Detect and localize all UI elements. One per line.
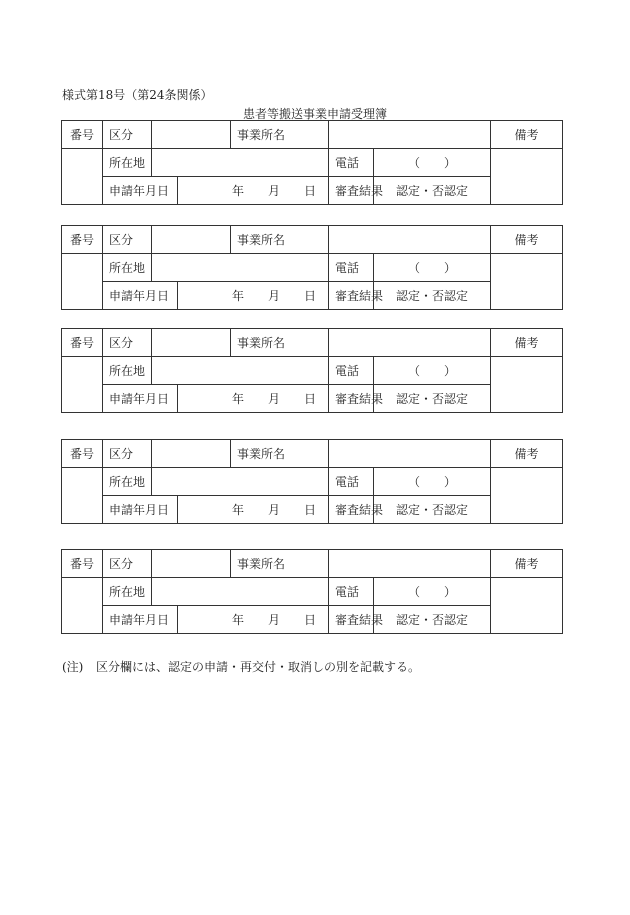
remarks-cell	[491, 357, 563, 413]
business-name-header: 事業所名	[231, 226, 329, 254]
category-header: 区分	[103, 550, 152, 578]
review-result-label: 審査結果	[329, 606, 374, 634]
remarks-header: 備考	[491, 440, 563, 468]
review-result-cell: 認定・否認定	[374, 282, 491, 310]
category-header: 区分	[103, 226, 152, 254]
application-date-cell: 年 月 日	[178, 496, 329, 524]
business-name-header: 事業所名	[231, 121, 329, 149]
review-result-cell: 認定・否認定	[374, 385, 491, 413]
form-number-label: 様式第18号（第24条関係）	[62, 88, 213, 102]
category-cell	[152, 440, 231, 468]
register-entry-table	[61, 328, 563, 413]
business-name-header: 事業所名	[231, 329, 329, 357]
phone-cell: （ ）	[374, 578, 491, 606]
address-label: 所在地	[103, 357, 152, 385]
application-date-cell: 年 月 日	[178, 177, 329, 205]
register-entry-table	[61, 549, 563, 634]
register-entry-table	[61, 439, 563, 524]
review-result-label: 審査結果	[329, 496, 374, 524]
remarks-cell	[491, 149, 563, 205]
application-date-cell: 年 月 日	[178, 282, 329, 310]
address-cell	[152, 254, 329, 282]
business-name-header: 事業所名	[231, 440, 329, 468]
register-entry-table	[61, 120, 563, 205]
register-entry-table	[61, 225, 563, 310]
application-date-label: 申請年月日	[103, 496, 178, 524]
application-date-label: 申請年月日	[103, 282, 178, 310]
number-cell	[62, 254, 103, 310]
phone-label: 電話	[329, 468, 374, 496]
category-cell	[152, 329, 231, 357]
phone-cell: （ ）	[374, 254, 491, 282]
remarks-header: 備考	[491, 550, 563, 578]
review-result-cell: 認定・否認定	[374, 496, 491, 524]
footnote-text: 区分欄には、認定の申請・再交付・取消しの別を記載する。	[96, 660, 421, 674]
number-header: 番号	[62, 121, 103, 149]
category-header: 区分	[103, 329, 152, 357]
review-result-cell: 認定・否認定	[374, 177, 491, 205]
category-header: 区分	[103, 121, 152, 149]
number-cell	[62, 468, 103, 524]
address-label: 所在地	[103, 578, 152, 606]
address-cell	[152, 149, 329, 177]
business-name-cell	[329, 121, 491, 149]
number-header: 番号	[62, 440, 103, 468]
category-cell	[152, 226, 231, 254]
remarks-cell	[491, 468, 563, 524]
number-header: 番号	[62, 226, 103, 254]
review-result-label: 審査結果	[329, 385, 374, 413]
category-header: 区分	[103, 440, 152, 468]
review-result-cell: 認定・否認定	[374, 606, 491, 634]
address-label: 所在地	[103, 468, 152, 496]
number-cell	[62, 357, 103, 413]
business-name-header: 事業所名	[231, 550, 329, 578]
footnote	[62, 658, 420, 675]
category-cell	[152, 550, 231, 578]
address-label: 所在地	[103, 254, 152, 282]
review-result-label: 審査結果	[329, 177, 374, 205]
number-header: 番号	[62, 329, 103, 357]
number-cell	[62, 578, 103, 634]
footnote-tag: (注)	[62, 660, 84, 674]
application-date-cell: 年 月 日	[178, 385, 329, 413]
business-name-cell	[329, 440, 491, 468]
business-name-cell	[329, 550, 491, 578]
document-title: 患者等搬送事業申請受理簿	[242, 107, 387, 121]
remarks-header: 備考	[491, 121, 563, 149]
remarks-cell	[491, 578, 563, 634]
business-name-cell	[329, 226, 491, 254]
review-result-label: 審査結果	[329, 282, 374, 310]
address-cell	[152, 357, 329, 385]
application-date-label: 申請年月日	[103, 385, 178, 413]
phone-cell: （ ）	[374, 468, 491, 496]
number-cell	[62, 149, 103, 205]
address-cell	[152, 578, 329, 606]
address-label: 所在地	[103, 149, 152, 177]
application-date-label: 申請年月日	[103, 606, 178, 634]
number-header: 番号	[62, 550, 103, 578]
application-date-label: 申請年月日	[103, 177, 178, 205]
remarks-cell	[491, 254, 563, 310]
phone-cell: （ ）	[374, 357, 491, 385]
address-cell	[152, 468, 329, 496]
remarks-header: 備考	[491, 329, 563, 357]
business-name-cell	[329, 329, 491, 357]
remarks-header: 備考	[491, 226, 563, 254]
phone-label: 電話	[329, 578, 374, 606]
category-cell	[152, 121, 231, 149]
phone-cell: （ ）	[374, 149, 491, 177]
application-date-cell: 年 月 日	[178, 606, 329, 634]
phone-label: 電話	[329, 357, 374, 385]
phone-label: 電話	[329, 254, 374, 282]
phone-label: 電話	[329, 149, 374, 177]
